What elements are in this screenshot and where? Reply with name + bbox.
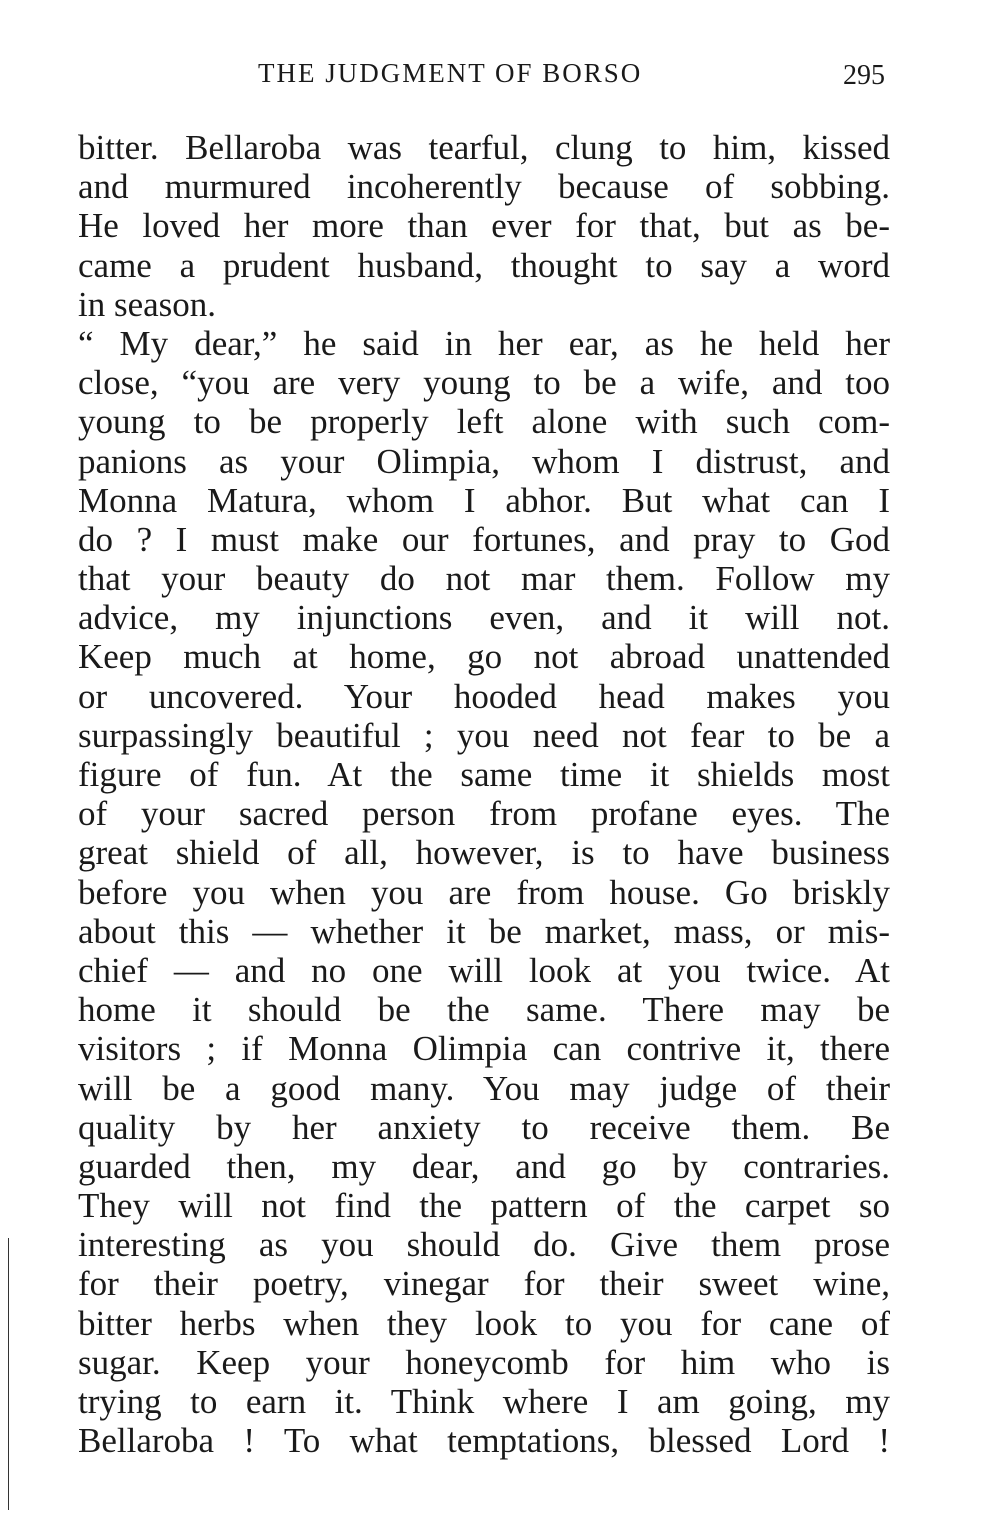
text-line: surpassingly beautiful ; you need not fear to be a <box>78 715 890 755</box>
text-line: came a prudent husband, thought to say a word <box>78 245 890 285</box>
text-line: visitors ; if Monna Olimpia can contrive it, there <box>78 1029 890 1069</box>
text-line: guarded then, my dear, and go by contraries. <box>78 1146 890 1186</box>
running-head <box>0 58 1000 98</box>
text-line: of your sacred person from profane eyes. The <box>78 794 890 834</box>
text-line: sugar. Keep your honeycomb for him who is <box>78 1342 890 1382</box>
text-line: about this — whether it be market, mass, or mis- <box>78 911 890 951</box>
text-line: great shield of all, however, is to have business <box>78 833 890 873</box>
text-line: bitter. Bellaroba was tearful, clung to him, kissed <box>78 128 890 167</box>
text-line: Keep much at home, go not abroad unattended <box>78 637 890 677</box>
text-line: close, “you are very young to be a wife, and too <box>78 363 890 403</box>
text-line: quality by her anxiety to receive them. Be <box>78 1107 890 1147</box>
scan-margin-line <box>8 1238 9 1510</box>
text-line: panions as your Olimpia, whom I distrust, and <box>78 441 890 481</box>
text-line: young to be properly left alone with such com- <box>78 402 890 442</box>
text-line: Monna Matura, whom I abhor. But what can I <box>78 480 890 520</box>
text-line: will be a good many. You may judge of their <box>78 1068 890 1108</box>
text-line: Bellaroba ! To what temptations, blessed Lord ! <box>78 1421 890 1461</box>
text-line: before you when you are from house. Go briskly <box>78 872 890 912</box>
text-line: advice, my injunctions even, and it will not. <box>78 598 890 638</box>
running-title: THE JUDGMENT OF BORSO <box>258 58 643 88</box>
text-line: in season. <box>78 284 217 324</box>
text-line: do ? I must make our fortunes, and pray to God <box>78 519 890 559</box>
text-line: for their poetry, vinegar for their sweet wine, <box>78 1264 890 1304</box>
page-number: 295 <box>843 60 885 91</box>
text-line: and murmured incoherently because of sobbing. <box>78 167 890 207</box>
text-line: figure of fun. At the same time it shields most <box>78 755 890 794</box>
text-line: They will not find the pattern of the carpet so <box>78 1186 890 1226</box>
text-line: bitter herbs when they look to you for cane of <box>78 1303 890 1343</box>
text-line: He loved her more than ever for that, but as be- <box>78 206 890 246</box>
text-line: interesting as you should do. Give them prose <box>78 1225 890 1265</box>
text-line: home it should be the same. There may be <box>78 990 890 1030</box>
body-text <box>78 128 890 1460</box>
text-line: chief — and no one will look at you twice. At <box>78 950 890 990</box>
text-line: trying to earn it. Think where I am going, my <box>78 1382 890 1421</box>
text-line: or uncovered. Your hooded head makes you <box>78 676 890 716</box>
text-line: that your beauty do not mar them. Follow my <box>78 559 890 599</box>
text-line: “ My dear,” he said in her ear, as he held her <box>78 323 890 363</box>
